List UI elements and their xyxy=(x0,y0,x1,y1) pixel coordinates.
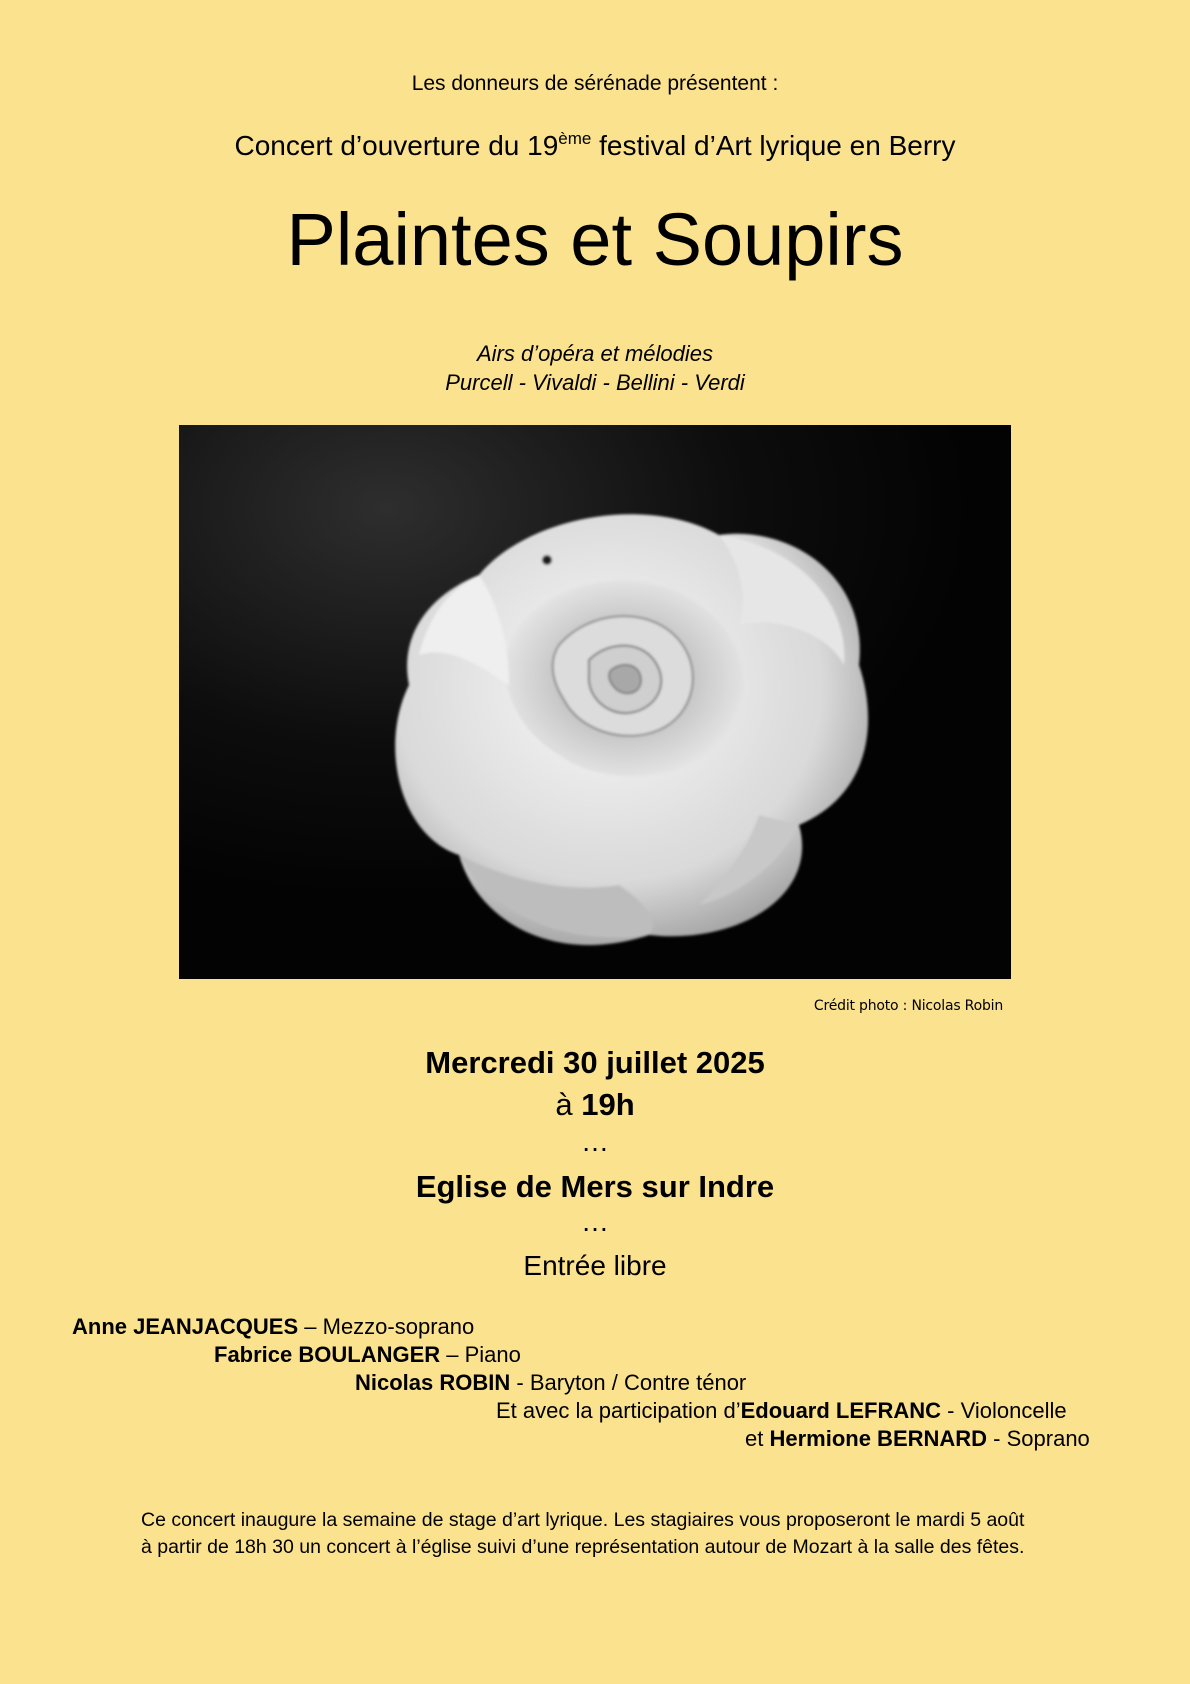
photo-credit: Crédit photo : Nicolas Robin xyxy=(813,998,1003,1014)
performer-name: Hermione BERNARD xyxy=(769,1426,988,1451)
performer-line xyxy=(355,1370,746,1396)
subtitle-genre: Airs d’opéra et mélodies xyxy=(476,341,713,366)
subtitle-composers: Purcell - Vivaldi - Bellini - Verdi xyxy=(445,370,745,395)
performer-name: Fabrice BOULANGER xyxy=(214,1342,441,1367)
festival-text-before: Concert d’ouverture du 19 xyxy=(234,130,559,161)
event-time xyxy=(0,1087,1190,1123)
festival-ordinal-suffix: ème xyxy=(558,129,592,148)
workshop-note-line: à partir de 18h 30 un concert à l’église suivi d’une représentation autour de Mozart à la salle des fêtes. xyxy=(141,1536,1025,1558)
workshop-note-line: Ce concert inaugure la semaine de stage d’art lyrique. Les stagiaires vous proposeront le mardi 5 août xyxy=(141,1509,1025,1531)
festival-line xyxy=(0,130,1190,162)
rose-photo xyxy=(179,425,1011,979)
performer-line xyxy=(72,1314,474,1340)
performer-role: – Mezzo-soprano xyxy=(298,1314,475,1339)
performer-name: Edouard LEFRANC xyxy=(740,1398,942,1423)
event-time-value: 19h xyxy=(581,1087,635,1122)
performer-role: - Violoncelle xyxy=(941,1398,1067,1423)
performer-name: Anne JEANJACQUES xyxy=(72,1314,299,1339)
event-time-prefix: à xyxy=(555,1087,582,1122)
separator-ellipsis: … xyxy=(581,1126,609,1157)
rose-illustration xyxy=(179,425,1011,979)
performer-role: - Soprano xyxy=(987,1426,1090,1451)
performer-line xyxy=(745,1426,1090,1452)
performer-prefix: Et avec la participation d’ xyxy=(496,1398,741,1423)
festival-text-after: festival d’Art lyrique en Berry xyxy=(591,130,956,161)
event-venue: Eglise de Mers sur Indre xyxy=(415,1169,775,1204)
performer-prefix: et xyxy=(745,1426,770,1451)
event-date: Mercredi 30 juillet 2025 xyxy=(425,1045,765,1080)
performer-name: Nicolas ROBIN xyxy=(355,1370,511,1395)
separator-ellipsis: … xyxy=(581,1206,609,1237)
performer-role: - Baryton / Contre ténor xyxy=(510,1370,747,1395)
performer-line xyxy=(496,1398,1067,1424)
presenter-line: Les donneurs de sérénade présentent : xyxy=(411,72,779,95)
performer-line xyxy=(214,1342,521,1368)
entry-info: Entrée libre xyxy=(523,1250,667,1281)
performer-role: – Piano xyxy=(440,1342,521,1367)
poster-title: Plaintes et Soupirs xyxy=(286,198,904,281)
